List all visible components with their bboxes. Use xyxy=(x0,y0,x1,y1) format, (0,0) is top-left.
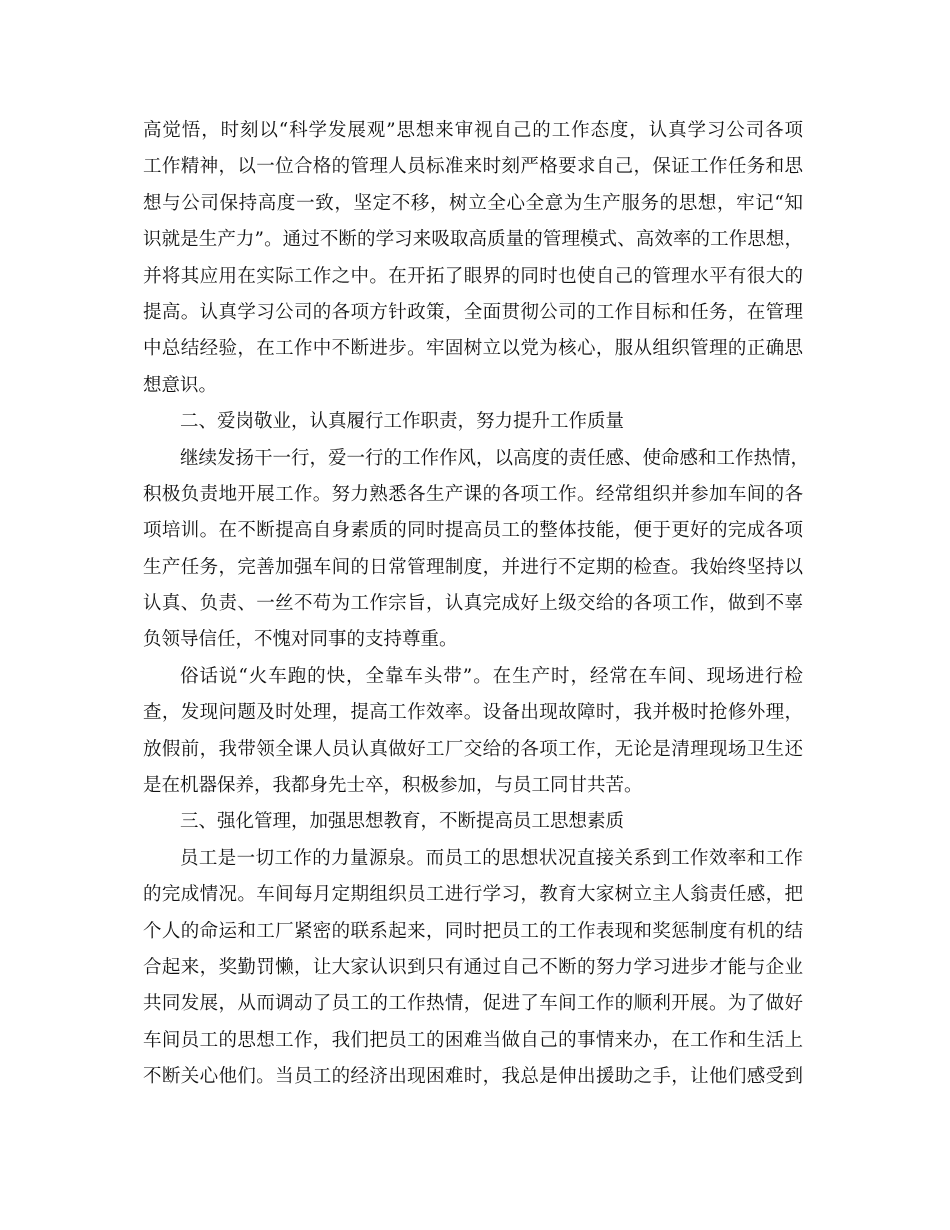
text-line: 项培训。在不断提高自身素质的同时提高员工的整体技能，便于更好的完成各项 xyxy=(143,520,803,542)
section-heading xyxy=(143,804,803,840)
text-line: 合起来，奖勤罚懒，让大家认识到只有通过自己不断的努力学习进步才能与企业 xyxy=(143,956,803,978)
paragraph xyxy=(143,841,803,1096)
heading-text: 二、爱岗敬业，认真履行工作职责，努力提升工作质量 xyxy=(180,411,625,433)
text-line: 共同发展，从而调动了员工的工作热情，促进了车间工作的顺利开展。为了做好 xyxy=(143,993,803,1015)
text-line: 车间员工的思想工作，我们把员工的困难当做自己的事情来办，在工作和生活上 xyxy=(143,1029,803,1051)
text-line: 提高。认真学习公司的各项方针政策，全面贯彻公司的工作目标和任务，在管理 xyxy=(143,301,803,323)
text-line: 想意识。 xyxy=(143,374,218,396)
text-line: 放假前，我带领全课人员认真做好工厂交给的各项工作，无论是清理现场卫生还 xyxy=(143,738,803,760)
text-line: 中总结经验，在工作中不断进步。牢固树立以党为核心，服从组织管理的正确思 xyxy=(143,338,803,360)
text-line: 不断关心他们。当员工的经济出现困难时，我总是伸出援助之手，让他们感受到 xyxy=(143,1066,803,1088)
text-line: 负领导信任，不愧对同事的支持尊重。 xyxy=(143,629,458,651)
paragraph xyxy=(143,659,803,805)
text-line: 查，发现问题及时处理，提高工作效率。设备出现故障时，我并极时抢修外理， xyxy=(143,702,803,724)
document-page xyxy=(143,113,810,1096)
text-line: 高觉悟，时刻以“科学发展观”思想来审视自己的工作态度，认真学习公司各项 xyxy=(143,120,803,141)
paragraph xyxy=(143,441,810,659)
text-line: 是在机器保养，我都身先士卒，积极参加，与员工同甘共苦。 xyxy=(143,775,643,797)
text-line: 认真、负责、一丝不苟为工作宗旨，认真完成好上级交给的各项工作，做到不辜 xyxy=(143,593,803,615)
paragraph xyxy=(143,113,803,404)
text-line: 并将其应用在实际工作之中。在开拓了眼界的同时也使自己的管理水平有很大的 xyxy=(143,265,803,287)
text-line: 积极负责地开展工作。努力熟悉各生产课的各项工作。经常组织并参加车间的各 xyxy=(143,483,803,505)
heading-text: 三、强化管理，加强思想教育，不断提高员工思想素质 xyxy=(180,811,625,833)
text-line: 想与公司保持高度一致，坚定不移，树立全心全意为生产服务的思想，牢记“知 xyxy=(143,192,803,214)
text-line: 继续发扬干一行，爱一行的工作作风，以高度的责任感、使命感和工作热情， xyxy=(180,447,810,469)
section-heading xyxy=(143,404,803,440)
text-line: 识就是生产力”。通过不断的学习来吸取高质量的管理模式、高效率的工作思想， xyxy=(143,229,803,251)
text-line: 生产任务，完善加强车间的日常管理制度，并进行不定期的检查。我始终坚持以 xyxy=(143,556,803,578)
text-line: 员工是一切工作的力量源泉。而员工的思想状况直接关系到工作效率和工作 xyxy=(180,847,803,869)
text-line: 的完成情况。车间每月定期组织员工进行学习，教育大家树立主人翁责任感，把 xyxy=(143,884,803,906)
text-line: 个人的命运和工厂紧密的联系起来，同时把员工的工作表现和奖惩制度有机的结 xyxy=(143,920,803,942)
text-line: 工作精神，以一位合格的管理人员标准来时刻严格要求自己，保证工作任务和思 xyxy=(143,156,803,178)
text-line: 俗话说“火车跑的快，全靠车头带”。在生产时，经常在车间、现场进行检 xyxy=(180,665,803,687)
